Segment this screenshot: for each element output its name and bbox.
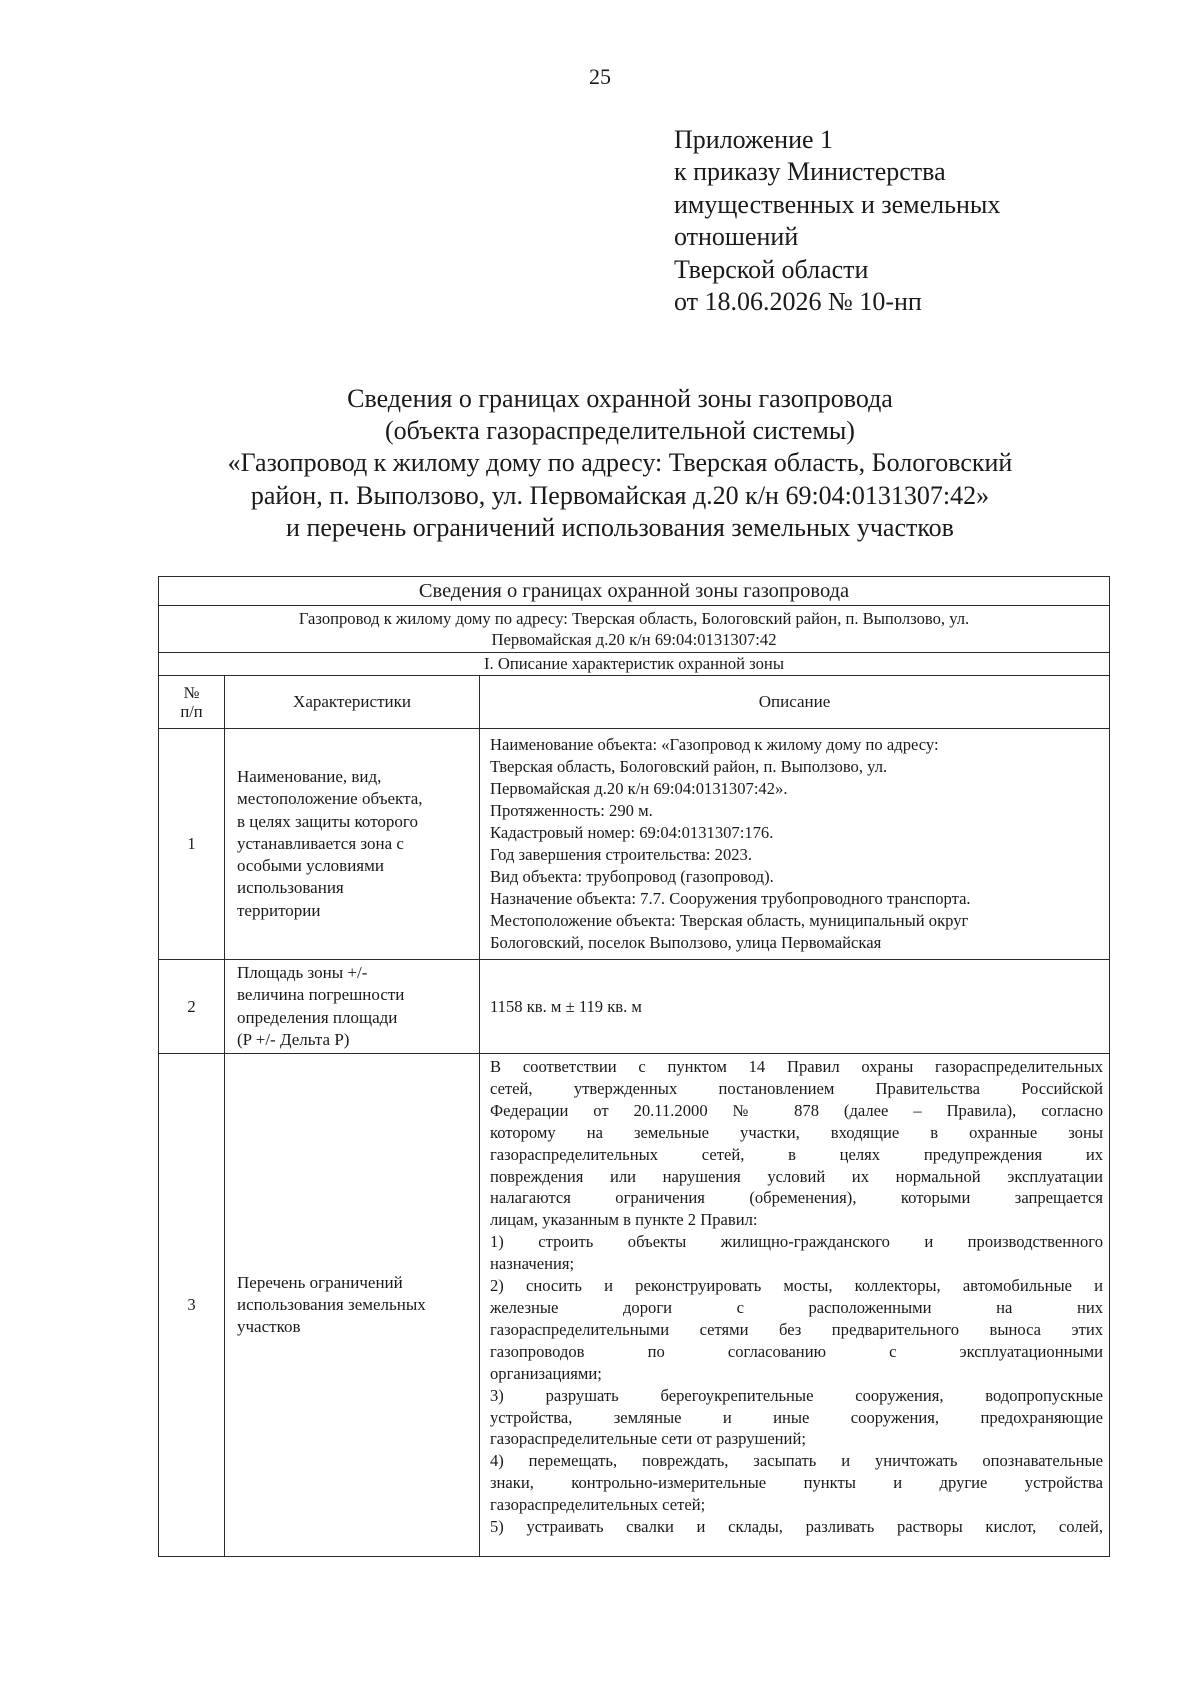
table-object-name	[159, 606, 1110, 653]
characteristic-line: Перечень ограничений	[237, 1272, 403, 1292]
description-line: В соответствии с пунктом 14 Правил охраны газораспределительных	[490, 1057, 1104, 1076]
appendix-line: имущественных и земельных	[674, 189, 1001, 219]
row-characteristic	[225, 1054, 480, 1557]
row-description	[480, 1054, 1110, 1557]
title-line: (объекта газораспределительной системы)	[385, 416, 855, 446]
description-line: железные дороги с расположенными на них	[490, 1297, 1104, 1317]
table-section-title: I. Описание характеристик охранной зоны	[159, 653, 1110, 676]
characteristic-line: использования земельных	[237, 1294, 426, 1314]
description-line: 1158 кв. м ± 119 кв. м	[490, 996, 642, 1016]
characteristic-line: определения площади	[237, 1007, 398, 1027]
table-row	[159, 729, 1110, 960]
description-line: Тверская область, Бологовский район, п. Выползово, ул.	[490, 757, 888, 777]
row-description	[480, 729, 1110, 960]
description-line: газопроводов по согласованию с эксплуатационными	[490, 1341, 1104, 1361]
row-description	[480, 960, 1110, 1054]
title-line: и перечень ограничений использования земельных участков	[286, 512, 954, 542]
appendix-header	[674, 124, 1134, 318]
row-number: 2	[159, 960, 225, 1054]
appendix-line: отношений	[674, 222, 799, 252]
row-number: 1	[159, 729, 225, 960]
row-characteristic	[225, 960, 480, 1054]
description-line: организациями;	[490, 1363, 602, 1383]
description-line: Год завершения строительства: 2023.	[490, 845, 752, 864]
description-line: знаки, контрольно-измерительные пункты и другие устройства	[490, 1473, 1104, 1493]
column-header-description: Описание	[480, 676, 1110, 729]
characteristic-line: Наименование, вид,	[237, 767, 382, 787]
table-heading: Сведения о границах охранной зоны газопровода	[159, 577, 1110, 606]
row-number: 3	[159, 1054, 225, 1557]
description-line: 2) сносить и реконструировать мосты, коллекторы, автомобильные и	[490, 1276, 1104, 1296]
description-line: Местоположение объекта: Тверская область, муниципальный округ	[490, 910, 969, 930]
description-line: устройства, земляные и иные сооружения, предохраняющие	[490, 1407, 1104, 1427]
title-line: «Газопровод к жилому дому по адресу: Тверская область, Бологовский	[227, 448, 1013, 478]
description-line: газораспределительными сетями без предварительного выноса этих	[490, 1319, 1104, 1339]
description-line: 3) разрушать берегоукрепительные сооружения, водопропускные	[490, 1385, 1104, 1405]
description-line: 1) строить объекты жилищно-гражданского и производственного	[490, 1232, 1104, 1252]
characteristic-line: местоположение объекта,	[237, 789, 423, 809]
characteristic-line: особыми условиями	[237, 856, 384, 876]
appendix-line: к приказу Министерства	[674, 157, 946, 187]
description-line: газораспределительные сети от разрушений;	[490, 1429, 806, 1449]
description-line: Кадастровый номер: 69:04:0131307:176.	[490, 823, 774, 843]
characteristic-line: в целях защиты которого	[237, 811, 418, 831]
description-line: Назначение объекта: 7.7. Сооружения трубопроводного транспорта.	[490, 888, 971, 908]
characteristic-line: использования	[237, 878, 344, 898]
description-line: 4) перемещать, повреждать, засыпать и уничтожать опознавательные	[490, 1451, 1104, 1471]
title-line: район, п. Выползово, ул. Первомайская д.20 к/н 69:04:0131307:42»	[250, 480, 990, 510]
description-line: Протяженность: 290 м.	[490, 801, 653, 821]
description-line: сетей, утвержденных постановлением Правительства Российской	[490, 1078, 1104, 1098]
characteristic-line: участков	[237, 1317, 301, 1337]
characteristic-line: величина погрешности	[237, 985, 405, 1005]
column-header-number	[159, 676, 225, 729]
characteristic-line: территории	[237, 900, 321, 920]
column-header-number-line: п/п	[180, 702, 203, 721]
characteristic-line: Площадь зоны +/-	[237, 963, 368, 983]
description-line: Бологовский, поселок Выползово, улица Первомайская	[490, 932, 882, 952]
appendix-line: от 18.06.2026 № 10-нп	[674, 287, 922, 317]
table-row	[159, 1054, 1110, 1557]
column-header-characteristics: Характеристики	[225, 676, 480, 729]
description-line: 5) устраивать свалки и склады, разливать растворы кислот, солей,	[490, 1517, 1104, 1537]
column-header-number-line: №	[183, 683, 200, 702]
object-line: Газопровод к жилому дому по адресу: Тверская область, Бологовский район, п. Выползово, ул.	[298, 609, 970, 628]
appendix-line: Приложение 1	[674, 125, 834, 154]
description-line: налагаются ограничения (обременения), которыми запрещается	[490, 1188, 1104, 1208]
description-line: повреждения или нарушения условий их нормальной эксплуатации	[490, 1166, 1104, 1186]
description-line: газораспределительных сетей, в целях предупреждения их	[490, 1144, 1104, 1164]
characteristic-line: (P +/- Дельта P)	[237, 1029, 350, 1049]
object-line: Первомайская д.20 к/н 69:04:0131307:42	[491, 630, 777, 649]
description-line: Наименование объекта: «Газопровод к жилому дому по адресу:	[490, 735, 939, 755]
appendix-line: Тверской области	[674, 254, 869, 284]
document-title	[150, 383, 1090, 544]
description-line: газораспределительных сетей;	[490, 1495, 706, 1515]
characteristic-line: устанавливается зона с	[237, 833, 404, 853]
title-line: Сведения о границах охранной зоны газопровода	[347, 384, 893, 413]
description-line: Вид объекта: трубопровод (газопровод).	[490, 866, 774, 886]
zone-table	[158, 576, 1110, 1557]
description-line: которому на земельные участки, входящие в охранные зоны	[490, 1122, 1104, 1142]
description-line: лицам, указанным в пункте 2 Правил:	[490, 1210, 758, 1230]
page-number: 25	[589, 64, 611, 89]
description-line: Федерации от 20.11.2000 № 878 (далее – Правила), согласно	[490, 1100, 1104, 1120]
description-line: назначения;	[490, 1254, 575, 1274]
description-line: Первомайская д.20 к/н 69:04:0131307:42».	[490, 779, 788, 799]
row-characteristic	[225, 729, 480, 960]
table-row	[159, 960, 1110, 1054]
